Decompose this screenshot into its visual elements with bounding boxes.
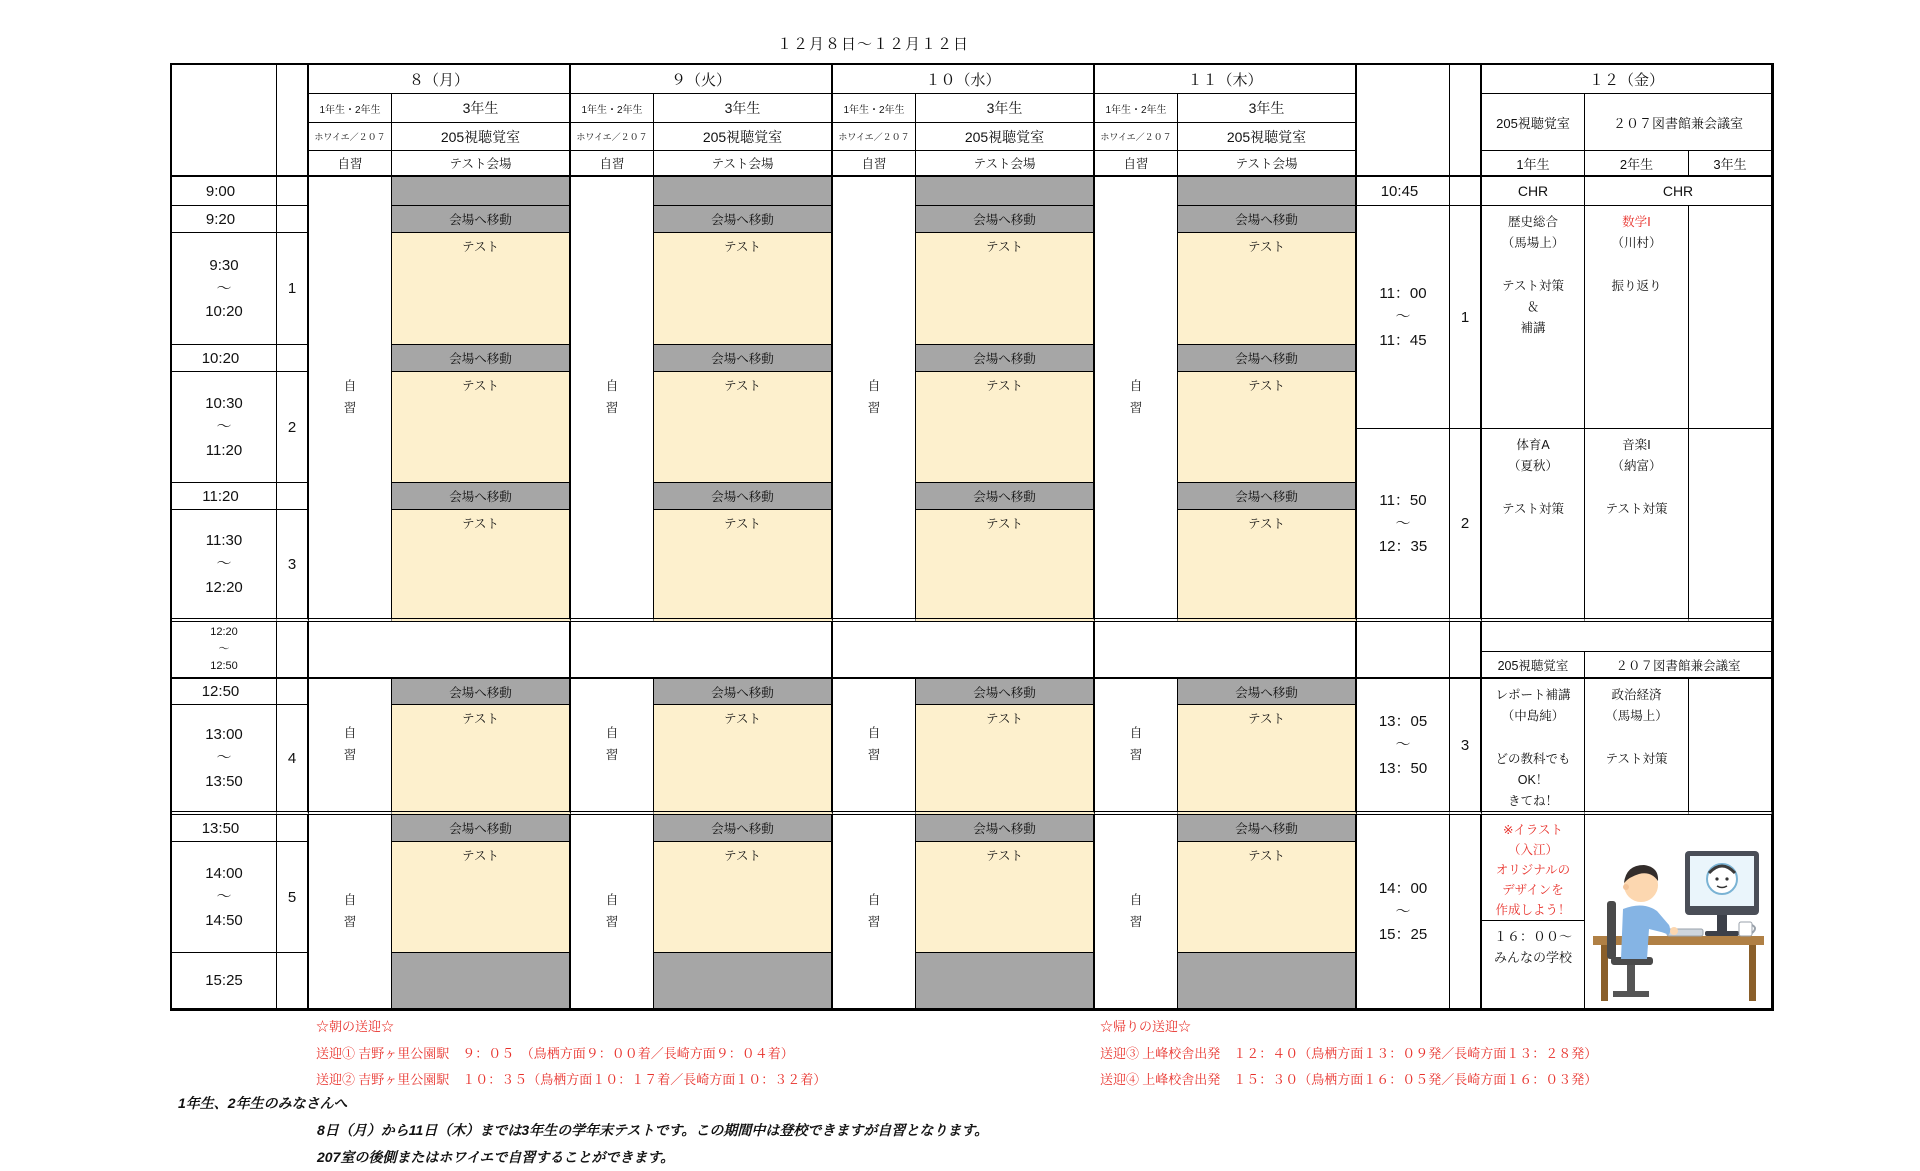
self-study-cell bbox=[571, 679, 654, 815]
move-cell-label: 会場へ移動 bbox=[449, 213, 512, 227]
time-cell-1120 bbox=[172, 483, 277, 510]
chr-label: CHR bbox=[1662, 183, 1694, 199]
time-label: 10:20 bbox=[201, 349, 240, 367]
friday-room-av-repeat bbox=[1482, 652, 1585, 679]
room-label-junior bbox=[833, 123, 916, 151]
test-cell bbox=[654, 705, 833, 815]
test-cell bbox=[392, 842, 571, 953]
activity-label-junior bbox=[571, 151, 654, 177]
self-study-cell bbox=[309, 679, 392, 815]
period-label: 2 bbox=[1460, 515, 1470, 532]
time-range-label: 13:00 ～ 13:50 bbox=[205, 726, 243, 790]
time-range-label: 11:30 ～ 12:20 bbox=[205, 532, 243, 596]
move-cell-label: 会場へ移動 bbox=[449, 822, 512, 836]
blocked-cell bbox=[916, 953, 1095, 1009]
room-label: 205視聴覚室 bbox=[1496, 115, 1570, 131]
lunch-cell bbox=[833, 622, 1095, 679]
time-range-p5 bbox=[172, 842, 277, 953]
day-header bbox=[833, 65, 1095, 94]
time-cell-1350 bbox=[172, 815, 277, 842]
friday-period-header-empty bbox=[1450, 65, 1482, 177]
time-cell-1250 bbox=[172, 679, 277, 705]
move-cell bbox=[1178, 815, 1357, 842]
self-study-cell bbox=[833, 815, 916, 1009]
subject-title: レポート補講 bbox=[1495, 688, 1571, 702]
move-cell bbox=[916, 483, 1095, 510]
move-cell bbox=[392, 483, 571, 510]
time-range-label: 10:30 ～ 11:20 bbox=[205, 395, 243, 459]
time-range-p4 bbox=[172, 705, 277, 815]
test-cell-label: テスト bbox=[723, 379, 761, 393]
blocked-cell bbox=[916, 177, 1095, 206]
time-range-label: 11：00 ～ 11：45 bbox=[1379, 285, 1427, 349]
activity-label-senior bbox=[1178, 151, 1357, 177]
day-header-label: ９（火） bbox=[670, 71, 731, 89]
self-study-cell-label: 自 習 bbox=[1129, 378, 1143, 415]
shuttle-evening-lines: 送迎③ 上峰校舎出発 １２：４０（鳥栖方面１３：０９発／長崎方面１３：２８発） 送迎④ 上峰校舎出発 １５：３０（鳥栖方面１６：０５発／長崎方面１６：０３発） bbox=[1100, 1045, 1598, 1088]
grade-label-junior-label: 1年生・2年生 bbox=[1105, 104, 1167, 116]
friday-afternoon-illustration-cell bbox=[1585, 815, 1772, 1009]
move-cell bbox=[1178, 483, 1357, 510]
move-cell bbox=[654, 206, 833, 233]
friday-period-number-2 bbox=[1450, 429, 1482, 622]
subject-title: 政治経済 bbox=[1611, 688, 1662, 702]
friday-chr-grade1 bbox=[1482, 177, 1585, 206]
grade-label-junior-label: 1年生・2年生 bbox=[843, 104, 905, 116]
activity-label-senior-label: テスト会場 bbox=[449, 157, 512, 171]
move-cell bbox=[1178, 679, 1357, 705]
test-cell bbox=[654, 372, 833, 483]
grade-label-junior bbox=[1095, 94, 1178, 123]
room-label-junior bbox=[1095, 123, 1178, 151]
grade-label-senior bbox=[392, 94, 571, 123]
room-label-junior-label: ホワイエ／２０７ bbox=[838, 132, 910, 142]
corner-empty-cell bbox=[277, 65, 309, 177]
self-study-cell bbox=[309, 177, 392, 622]
room-label-senior-label: 205視聴覚室 bbox=[440, 128, 521, 145]
friday-p3-grade3-empty bbox=[1689, 679, 1772, 815]
activity-label-junior-label: 自習 bbox=[337, 157, 363, 171]
test-cell-label: テスト bbox=[1247, 240, 1285, 254]
time-range-label: 9:30 ～ 10:20 bbox=[205, 256, 243, 321]
test-cell bbox=[916, 705, 1095, 815]
period-empty-cell bbox=[277, 345, 309, 372]
shuttle-evening-block bbox=[1100, 1014, 1597, 1094]
test-cell-label: テスト bbox=[1247, 517, 1285, 531]
time-range-label: 11：50 ～ 12：35 bbox=[1378, 491, 1428, 556]
grade-label-senior bbox=[1178, 94, 1357, 123]
subject-details: （馬場上） テスト対策 ＆ 補講 bbox=[1501, 236, 1565, 336]
test-cell-label: テスト bbox=[461, 849, 499, 863]
self-study-cell-label: 自 習 bbox=[343, 378, 357, 415]
test-cell-label: テスト bbox=[985, 712, 1023, 726]
grade-label-junior-label: 1年生・2年生 bbox=[319, 104, 381, 116]
test-cell bbox=[1178, 233, 1357, 345]
subject-details: （川村） 振り返り bbox=[1611, 236, 1662, 293]
friday-grade-1 bbox=[1482, 151, 1585, 177]
move-cell-label: 会場へ移動 bbox=[973, 490, 1036, 504]
test-cell bbox=[916, 372, 1095, 483]
period-label: 3 bbox=[287, 555, 297, 573]
test-cell bbox=[392, 705, 571, 815]
move-cell-label: 会場へ移動 bbox=[1235, 822, 1298, 836]
self-study-cell bbox=[833, 679, 916, 815]
shuttle-morning-lines: 送迎① 吉野ヶ里公園駅 ９：０５ （鳥栖方面９：００着／長崎方面９：０４着） 送迎② 吉野ヶ里公園駅 １０：３５（鳥栖方面１０：１７着／長崎方面１０：３２着） bbox=[316, 1045, 827, 1088]
grade-label: 2年生 bbox=[1619, 156, 1654, 172]
period-empty-cell bbox=[277, 483, 309, 510]
test-cell bbox=[916, 233, 1095, 345]
friday-chr-grade23 bbox=[1585, 177, 1772, 206]
test-cell bbox=[654, 510, 833, 622]
self-study-cell-label: 自 習 bbox=[605, 892, 619, 929]
activity-label-senior-label: テスト会場 bbox=[973, 157, 1036, 171]
grade-label-senior-label: 3年生 bbox=[462, 100, 499, 116]
friday-period-number-3 bbox=[1450, 679, 1482, 815]
day-header bbox=[309, 65, 571, 94]
test-cell-label: テスト bbox=[1247, 849, 1285, 863]
period-empty-cell bbox=[277, 177, 309, 206]
friday-midday-empty bbox=[1482, 622, 1772, 652]
period-empty-cell bbox=[277, 206, 309, 233]
friday-grade-3 bbox=[1689, 151, 1772, 177]
time-cell-0920 bbox=[172, 206, 277, 233]
grade-label-senior-label: 3年生 bbox=[1248, 100, 1285, 116]
period-label: 3 bbox=[1460, 736, 1470, 754]
move-cell bbox=[392, 206, 571, 233]
friday-room-av bbox=[1482, 94, 1585, 151]
grade-label-senior-label: 3年生 bbox=[724, 100, 761, 116]
notes-block bbox=[178, 1090, 988, 1171]
room-label-senior bbox=[392, 123, 571, 151]
test-cell-label: テスト bbox=[723, 517, 761, 531]
test-cell-label: テスト bbox=[461, 712, 499, 726]
self-study-cell-label: 自 習 bbox=[1129, 892, 1143, 929]
day-header-label: ８（月） bbox=[408, 71, 469, 89]
time-range-label: 12:20 ～ 12:50 bbox=[210, 625, 238, 673]
blocked-cell bbox=[392, 177, 571, 206]
move-cell-label: 会場へ移動 bbox=[711, 822, 774, 836]
period-label: 2 bbox=[287, 418, 297, 436]
activity-label-senior bbox=[916, 151, 1095, 177]
friday-p2-grade2 bbox=[1585, 429, 1689, 622]
subject-title: 体育A bbox=[1516, 438, 1550, 452]
move-cell-label: 会場へ移動 bbox=[711, 685, 774, 700]
self-study-cell-label: 自 習 bbox=[343, 892, 357, 929]
self-study-cell-label: 自 習 bbox=[867, 726, 881, 762]
room-label-senior-label: 205視聴覚室 bbox=[702, 128, 783, 145]
lunch-cell bbox=[1095, 622, 1357, 679]
friday-period-empty-cell bbox=[1450, 622, 1482, 679]
time-label: 11:20 bbox=[202, 487, 239, 505]
room-label-junior-label: ホワイエ／２０７ bbox=[576, 132, 648, 142]
test-cell-label: テスト bbox=[461, 517, 499, 531]
period-label: 1 bbox=[1460, 308, 1470, 326]
period-number-4 bbox=[277, 705, 309, 815]
move-cell bbox=[916, 679, 1095, 705]
activity-label-senior-label: テスト会場 bbox=[711, 157, 774, 171]
test-cell-label: テスト bbox=[461, 240, 499, 254]
grade-label-senior bbox=[654, 94, 833, 123]
friday-p1-grade1 bbox=[1482, 206, 1585, 429]
test-cell bbox=[654, 233, 833, 345]
period-label: 1 bbox=[287, 280, 297, 297]
time-cell-1020 bbox=[172, 345, 277, 372]
grade-label-junior bbox=[571, 94, 654, 123]
blocked-cell bbox=[1178, 953, 1357, 1009]
time-range-p1 bbox=[172, 233, 277, 345]
move-cell-label: 会場へ移動 bbox=[973, 685, 1036, 700]
self-study-cell bbox=[1095, 679, 1178, 815]
shuttle-morning-title: ☆朝の送迎☆ bbox=[316, 1019, 395, 1034]
friday-period-number-1 bbox=[1450, 206, 1482, 429]
friday-time-range-p2 bbox=[1357, 429, 1450, 622]
period-label: 4 bbox=[287, 749, 297, 767]
subject-title: 歴史総合 bbox=[1507, 215, 1558, 229]
room-label: 205視聴覚室 bbox=[1497, 658, 1569, 673]
self-study-cell bbox=[833, 177, 916, 622]
friday-p2-grade1 bbox=[1482, 429, 1585, 622]
move-cell-label: 会場へ移動 bbox=[711, 352, 774, 366]
friday-afternoon-grade1 bbox=[1482, 815, 1585, 1009]
friday-period-empty-cell bbox=[1450, 177, 1482, 206]
friday-p2-grade3-empty bbox=[1689, 429, 1772, 622]
test-cell-label: テスト bbox=[985, 379, 1023, 393]
time-label: 13:50 bbox=[201, 819, 240, 837]
move-cell bbox=[654, 815, 833, 842]
test-cell bbox=[1178, 705, 1357, 815]
chr-label: CHR bbox=[1517, 183, 1549, 199]
time-cell-1045 bbox=[1357, 177, 1450, 206]
day-header-label: １０（水） bbox=[925, 71, 1001, 89]
move-cell-label: 会場へ移動 bbox=[449, 352, 512, 366]
period-number-2 bbox=[277, 372, 309, 483]
self-study-cell-label: 自 習 bbox=[605, 726, 619, 762]
move-cell bbox=[916, 206, 1095, 233]
move-cell bbox=[392, 345, 571, 372]
activity-label-senior bbox=[392, 151, 571, 177]
illustration-course-notice: ※イラスト （入江） オリジナルの デザインを 作成しよう！ bbox=[1495, 823, 1571, 917]
test-cell bbox=[392, 233, 571, 345]
activity-label-senior bbox=[654, 151, 833, 177]
self-study-cell-label: 自 習 bbox=[343, 726, 357, 762]
time-label: 12:50 bbox=[201, 683, 240, 700]
move-cell-label: 会場へ移動 bbox=[1235, 213, 1298, 227]
room-label-junior bbox=[309, 123, 392, 151]
test-cell-label: テスト bbox=[461, 379, 499, 393]
test-cell-label: テスト bbox=[1247, 712, 1285, 726]
lunch-cell bbox=[309, 622, 571, 679]
test-cell bbox=[1178, 510, 1357, 622]
period-empty-cell bbox=[277, 953, 309, 1009]
move-cell bbox=[916, 345, 1095, 372]
room-label-junior bbox=[571, 123, 654, 151]
self-study-cell-label: 自 習 bbox=[1129, 726, 1143, 762]
friday-room-library-repeat bbox=[1585, 652, 1772, 679]
shuttle-morning-block bbox=[316, 1014, 826, 1094]
self-study-cell bbox=[571, 177, 654, 622]
friday-p1-grade2 bbox=[1585, 206, 1689, 429]
room-label-senior bbox=[916, 123, 1095, 151]
test-cell bbox=[916, 842, 1095, 953]
test-cell-label: テスト bbox=[985, 849, 1023, 863]
period-number-1 bbox=[277, 233, 309, 345]
page-title: １２月８日～１２月１２日 bbox=[776, 37, 969, 53]
room-label: ２０７図書館兼会議室 bbox=[1615, 658, 1741, 673]
period-number-3 bbox=[277, 510, 309, 622]
time-cell-0900 bbox=[172, 177, 277, 206]
test-cell-label: テスト bbox=[1247, 379, 1285, 393]
grade-label-senior-label: 3年生 bbox=[986, 100, 1023, 116]
friday-time-range-afternoon bbox=[1357, 815, 1450, 1009]
self-study-cell bbox=[309, 815, 392, 1009]
move-cell-label: 会場へ移動 bbox=[711, 213, 774, 227]
self-study-cell-label: 自 習 bbox=[867, 892, 881, 929]
test-cell bbox=[916, 510, 1095, 622]
move-cell-label: 会場へ移動 bbox=[449, 490, 512, 504]
friday-room-library bbox=[1585, 94, 1772, 151]
room-label: ２０７図書館兼会議室 bbox=[1612, 115, 1743, 131]
activity-label-junior-label: 自習 bbox=[861, 157, 887, 171]
room-label-senior bbox=[654, 123, 833, 151]
grade-label-junior bbox=[309, 94, 392, 123]
friday-p3-grade2 bbox=[1585, 679, 1689, 815]
friday-time-empty-cell bbox=[1357, 622, 1450, 679]
move-cell bbox=[916, 815, 1095, 842]
day-header bbox=[571, 65, 833, 94]
self-study-cell bbox=[1095, 177, 1178, 622]
blocked-cell bbox=[654, 953, 833, 1009]
subject-details: （馬場上） テスト対策 bbox=[1605, 709, 1668, 766]
friday-p3-grade1 bbox=[1482, 679, 1585, 815]
move-cell-label: 会場へ移動 bbox=[1235, 490, 1298, 504]
test-cell-label: テスト bbox=[723, 240, 761, 254]
activity-label-junior-label: 自習 bbox=[599, 157, 625, 171]
blocked-cell bbox=[654, 177, 833, 206]
time-cell-1525 bbox=[172, 953, 277, 1009]
move-cell bbox=[1178, 345, 1357, 372]
test-cell-label: テスト bbox=[723, 712, 761, 726]
timetable bbox=[170, 63, 1774, 1011]
grade-label: 3年生 bbox=[1713, 156, 1747, 172]
illustration-person-at-computer bbox=[1587, 817, 1770, 1007]
day-header bbox=[1095, 65, 1357, 94]
activity-label-junior bbox=[1095, 151, 1178, 177]
lunch-cell bbox=[571, 622, 833, 679]
test-cell bbox=[1178, 372, 1357, 483]
notes-heading: 1年生、2年生のみなさんへ bbox=[178, 1095, 348, 1111]
test-cell-label: テスト bbox=[985, 517, 1023, 531]
subject-details: （中島純） どの教科でも OK！ きてね！ bbox=[1495, 709, 1571, 809]
move-cell-label: 会場へ移動 bbox=[973, 213, 1036, 227]
activity-label-junior-label: 自習 bbox=[1123, 157, 1149, 171]
friday-p1-grade3-empty bbox=[1689, 206, 1772, 429]
time-range-label: 14：00 ～ 15：25 bbox=[1378, 879, 1428, 944]
subject-title: 音楽Ⅰ bbox=[1622, 438, 1651, 452]
time-label: 15:25 bbox=[205, 972, 243, 989]
period-number-5 bbox=[277, 842, 309, 953]
notes-lines: 8日（月）から11日（木）までは3年生の学年末テストです。この期間中は登校できますが自習となります。 207室の後側またはホワイエで自習することができます。 bbox=[317, 1121, 989, 1165]
move-cell bbox=[654, 679, 833, 705]
time-range-label: 13：05 ～ 13：50 bbox=[1378, 713, 1428, 777]
activity-label-senior-label: テスト会場 bbox=[1235, 157, 1298, 171]
move-cell bbox=[654, 483, 833, 510]
corner-empty-cell bbox=[172, 65, 277, 177]
move-cell-label: 会場へ移動 bbox=[973, 352, 1036, 366]
grade-label-senior bbox=[916, 94, 1095, 123]
test-cell-label: テスト bbox=[985, 240, 1023, 254]
room-label-junior-label: ホワイエ／２０７ bbox=[1100, 132, 1172, 142]
move-cell bbox=[1178, 206, 1357, 233]
friday-time-range-p1 bbox=[1357, 206, 1450, 429]
day-header-label: １２（金） bbox=[1588, 71, 1664, 89]
room-label-senior-label: 205視聴覚室 bbox=[964, 128, 1045, 145]
move-cell-label: 会場へ移動 bbox=[449, 685, 512, 700]
room-label-junior-label: ホワイエ／２０７ bbox=[314, 132, 386, 142]
period-empty-cell bbox=[277, 815, 309, 842]
blocked-cell bbox=[392, 953, 571, 1009]
move-cell bbox=[392, 679, 571, 705]
period-empty-cell bbox=[277, 622, 309, 679]
self-study-cell bbox=[571, 815, 654, 1009]
move-cell bbox=[654, 345, 833, 372]
move-cell-label: 会場へ移動 bbox=[1235, 685, 1298, 700]
period-empty-cell bbox=[277, 679, 309, 705]
time-label: 9:00 bbox=[205, 182, 236, 200]
time-label: 10:45 bbox=[1380, 182, 1419, 200]
shuttle-evening-title: ☆帰りの送迎☆ bbox=[1100, 1019, 1192, 1034]
move-cell-label: 会場へ移動 bbox=[1235, 352, 1298, 366]
time-range-label: 14:00 ～ 14:50 bbox=[205, 865, 243, 929]
test-cell bbox=[392, 372, 571, 483]
time-label: 9:20 bbox=[205, 210, 236, 228]
period-label: 5 bbox=[287, 888, 297, 906]
friday-time-header-empty bbox=[1357, 65, 1450, 177]
self-study-cell-label: 自 習 bbox=[605, 378, 619, 415]
test-cell-label: テスト bbox=[723, 849, 761, 863]
move-cell-label: 会場へ移動 bbox=[973, 822, 1036, 836]
move-cell bbox=[392, 815, 571, 842]
time-range-lunch bbox=[172, 622, 277, 679]
test-cell bbox=[654, 842, 833, 953]
time-range-p2 bbox=[172, 372, 277, 483]
subject-title: 数学Ⅰ bbox=[1622, 215, 1651, 229]
subject-details: （納富） テスト対策 bbox=[1605, 459, 1668, 516]
activity-label-junior bbox=[833, 151, 916, 177]
room-label-senior-label: 205視聴覚室 bbox=[1226, 128, 1307, 145]
grade-label: 1年生 bbox=[1516, 156, 1550, 172]
room-label-senior bbox=[1178, 123, 1357, 151]
test-cell bbox=[1178, 842, 1357, 953]
friday-grade-2 bbox=[1585, 151, 1689, 177]
test-cell bbox=[392, 510, 571, 622]
day-header-label: １１（木） bbox=[1187, 71, 1263, 89]
activity-label-junior bbox=[309, 151, 392, 177]
time-range-p3 bbox=[172, 510, 277, 622]
self-study-cell bbox=[1095, 815, 1178, 1009]
subject-details: （夏秋） テスト対策 bbox=[1501, 459, 1564, 516]
blocked-cell bbox=[1178, 177, 1357, 206]
grade-label-junior-label: 1年生・2年生 bbox=[581, 104, 643, 116]
friday-time-range-p3 bbox=[1357, 679, 1450, 815]
self-study-cell-label: 自 習 bbox=[867, 378, 881, 415]
friday-period-empty-cell bbox=[1450, 815, 1482, 1009]
grade-label-junior bbox=[833, 94, 916, 123]
after-school-label: １６：００～ みんなの学校 bbox=[1482, 920, 1584, 1008]
friday-day-header bbox=[1482, 65, 1772, 94]
move-cell-label: 会場へ移動 bbox=[711, 490, 774, 504]
